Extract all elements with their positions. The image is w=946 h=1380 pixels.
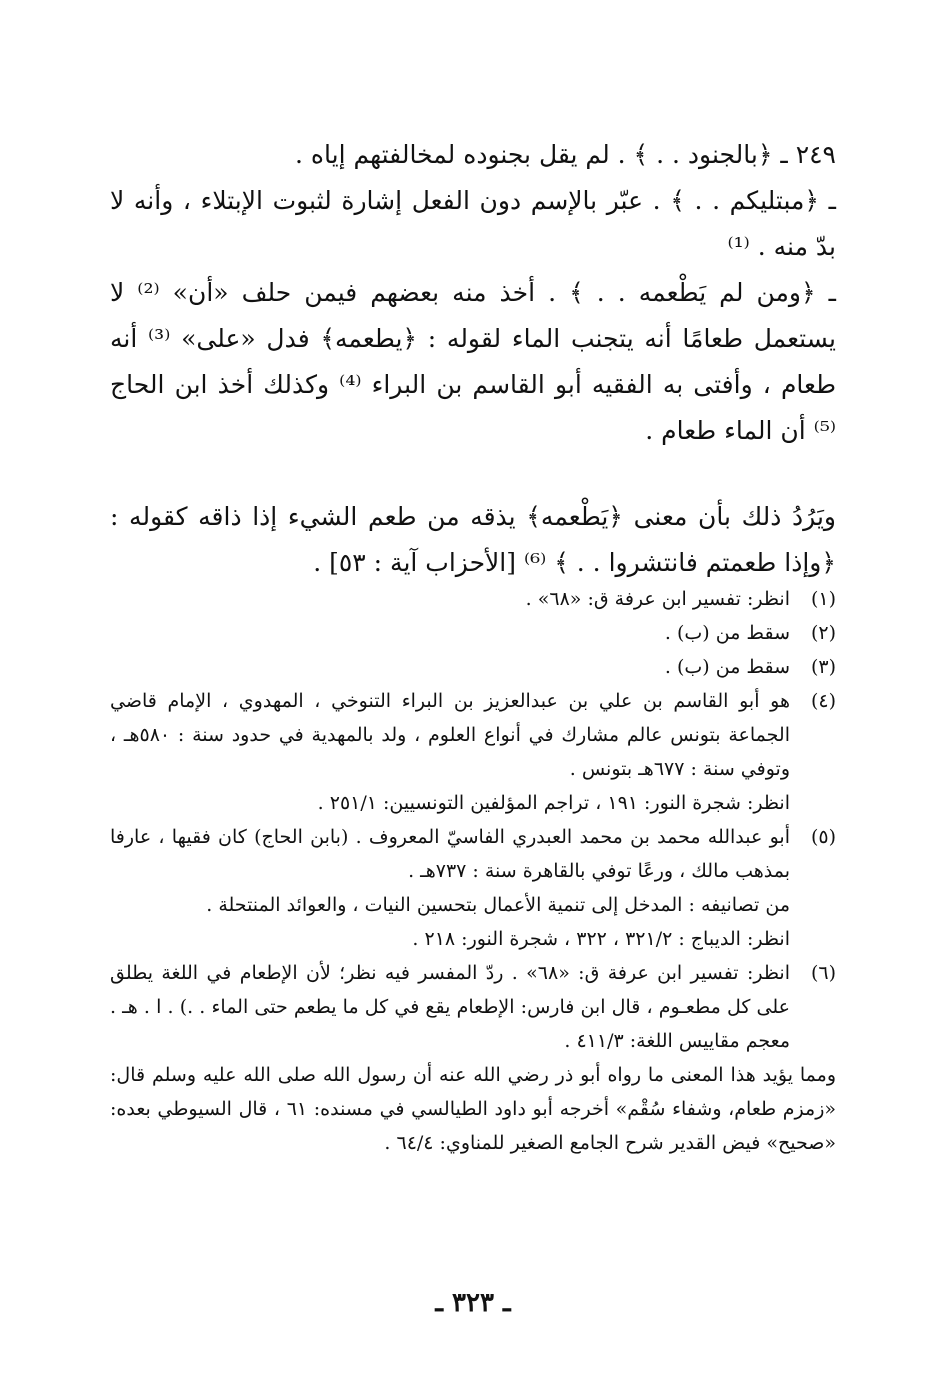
footnote-continuation bbox=[110, 888, 836, 956]
footnote-continuation bbox=[110, 786, 836, 820]
footnote bbox=[110, 684, 836, 786]
footnote-line: سقط من (ب) . bbox=[664, 656, 790, 678]
footnote-line: انظر: شجرة النور: ١٩١ ، تراجم المؤلفين التونسيين: ٢٥١/١ . bbox=[317, 792, 790, 814]
main-line: ـ ﴿مبتليكم . . ﴾ . عبّر بالإسم دون الفعل إشارة لثبوت الإبتلاء ، وأنه لا بدّ منه . ⁽¹⁾ bbox=[110, 186, 836, 261]
main-line: ويَرُدُ ذلك بأن معنى ﴿يَطْعمه﴾ يذقه من طعم الشيء إذا ذاقه كقوله : ﴿وإذا طعمتم فانتشروا . . ﴾ ⁽⁶⁾ [الأحزاب آية : ٥٣] . bbox=[110, 502, 836, 577]
footnote-number: (٤) bbox=[810, 690, 836, 712]
footnote-number: (٣) bbox=[810, 656, 836, 678]
footnote-body bbox=[110, 650, 790, 684]
footnote-body bbox=[110, 684, 790, 786]
footnote-body bbox=[110, 616, 790, 650]
page-number: ـ ٣٢٣ ـ bbox=[435, 1288, 511, 1318]
footnote bbox=[110, 582, 836, 616]
footnote-line: هو أبو القاسم بن علي بن عبدالعزيز بن البراء التنوخي ، المهدوي ، الإمام قاضي الجماعة بتونس عالم مشارك في أنواع العلوم ، ولد بالمهدية في حدود سنة : ٥٨٠هـ ، وتوفي سنة : ٦٧٧هـ بتونس . bbox=[110, 690, 790, 780]
footnote bbox=[110, 820, 836, 888]
footnote-number: (٢) bbox=[810, 622, 836, 644]
main-text bbox=[110, 132, 836, 586]
footnote bbox=[110, 650, 836, 684]
footnote-line: سقط من (ب) . bbox=[664, 622, 790, 644]
footnote-line: انظر: تفسير ابن عرفة ق: «٦٨» . bbox=[525, 588, 790, 610]
footnote-line: انظر: تفسير ابن عرفة ق: «٦٨» . ردّ المفسر فيه نظر؛ لأن الإطعام في اللغة يطلق على كل مطعـوم ، قال ابن فارس: الإطعام يقع في كل ما يطعم حتى الماء . .) . ا . هـ . معجم مقاييس اللغة: ٤١١/٣ . bbox=[110, 962, 790, 1052]
footnote-continuation bbox=[110, 1058, 836, 1160]
footnote-number: (٥) bbox=[810, 826, 836, 848]
footnote-line: أبو عبدالله محمد بن محمد العبدري الفاسيّ المعروف . (بابن الحاج) كان فقيها ، عارفا بمذهب مالك ، ورعًا توفي بالقاهرة سنة : ٧٣٧هـ . bbox=[110, 826, 790, 882]
footnote-body bbox=[110, 820, 790, 888]
footnote-line: ومما يؤيد هذا المعنى ما رواه أبو ذر رضي الله عنه أن رسول الله صلى الله عليه وسلم قال: «زمزم طعام، وشفاء سُقْم» أخرجه أبو داود الطيالسي في مسنده: ٦١ ، قال السيوطي بعده: «صحيح» فيض القدير شرح الجامع الصغير للمناوي: ٦٤/٤ . bbox=[110, 1064, 836, 1154]
footnote-body bbox=[110, 582, 790, 616]
footnote-line: من تصانيفه : المدخل إلى تنمية الأعمال بتحسين النيات ، والعوائد المنتحلة . bbox=[206, 894, 790, 916]
footnote-body bbox=[110, 956, 790, 1058]
footnote bbox=[110, 616, 836, 650]
footnote-line: انظر: الديباج : ٣٢١/٢ ، ٣٢٢ ، شجرة النور: ٢١٨ . bbox=[412, 928, 790, 950]
footnote bbox=[110, 956, 836, 1058]
main-line: ٢٤٩ ـ ﴿بالجنود . . ﴾ . لم يقل بجنوده لمخالفتهم إياه . bbox=[295, 140, 836, 169]
main-line: ـ ﴿ومن لم يَطْعمه . . ﴾ . أخذ منه بعضهم فيمن حلف «أن» ⁽²⁾ لا يستعمل طعامًا أنه يتجنب الماء لقوله : ﴿يطعمه﴾ فدل «على» ⁽³⁾ أنه طعام ، وأفتى به الفقيه أبو القاسم بن البراء ⁽⁴⁾ وكذلك أخذ ابن الحاج ⁽⁵⁾ أن الماء طعام . bbox=[110, 278, 837, 445]
footnotes bbox=[110, 582, 836, 1160]
footnote-number: (١) bbox=[810, 588, 836, 610]
footnote-number: (٦) bbox=[810, 962, 836, 984]
